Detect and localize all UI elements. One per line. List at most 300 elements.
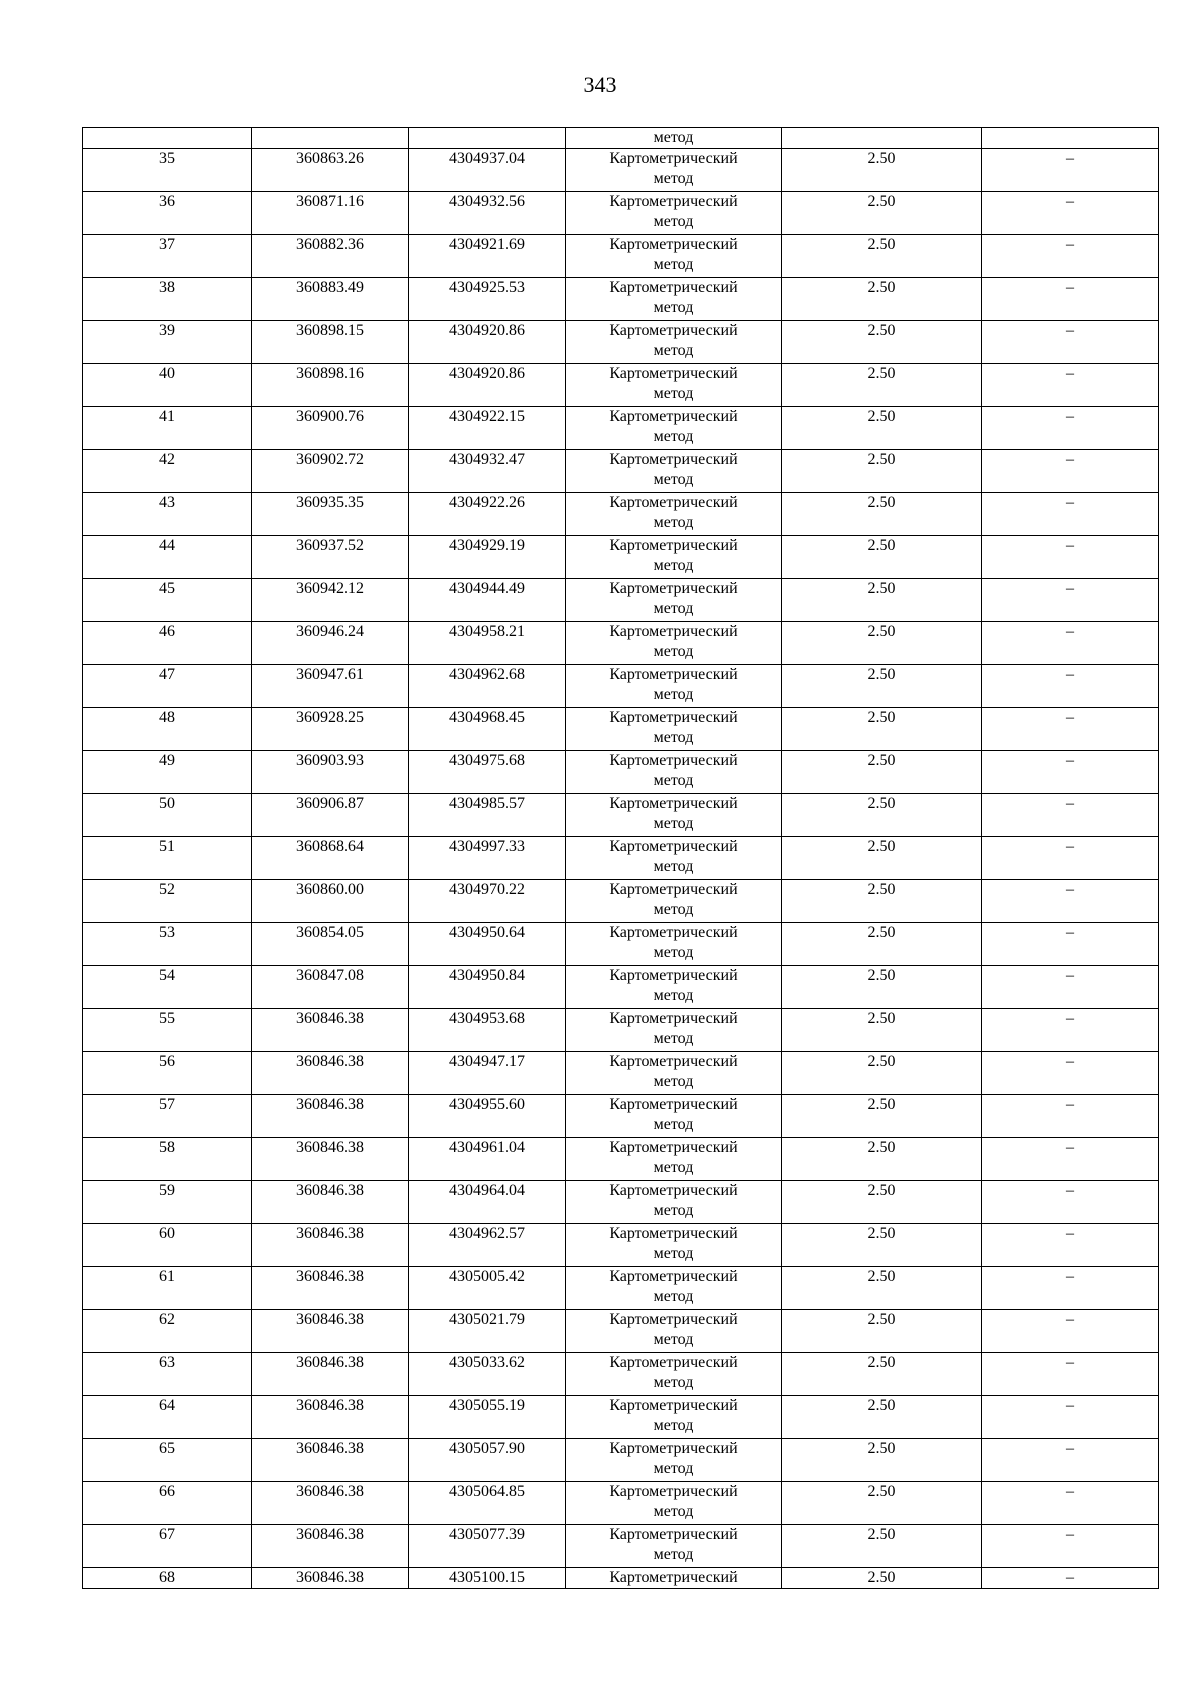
cell-accuracy: 2.50 bbox=[782, 235, 982, 278]
cell-x: 360860.00 bbox=[252, 880, 409, 923]
cell-accuracy: 2.50 bbox=[782, 1568, 982, 1589]
cell-num: 43 bbox=[83, 493, 252, 536]
method-line-1: Картометрический bbox=[609, 1526, 738, 1543]
cell-num: 58 bbox=[83, 1138, 252, 1181]
cell-num: 57 bbox=[83, 1095, 252, 1138]
method-line-2: метод bbox=[653, 1417, 694, 1434]
cell-accuracy: 2.50 bbox=[782, 1224, 982, 1267]
table-row bbox=[83, 966, 1159, 1009]
cell-x: 360846.38 bbox=[252, 1009, 409, 1052]
cell-x: 360946.24 bbox=[252, 622, 409, 665]
cell-method bbox=[566, 278, 782, 321]
method-line-2: метод bbox=[653, 1331, 694, 1348]
cell-y: 4305077.39 bbox=[409, 1525, 566, 1568]
method-line-1: Картометрический bbox=[609, 752, 738, 769]
method-line-1: Картометрический bbox=[609, 322, 738, 339]
cell-x: 360854.05 bbox=[252, 923, 409, 966]
cell-y: 4304944.49 bbox=[409, 579, 566, 622]
cell-method bbox=[566, 837, 782, 880]
cell-num: 61 bbox=[83, 1267, 252, 1310]
cell-x: 360846.38 bbox=[252, 1439, 409, 1482]
cell-x: 360883.49 bbox=[252, 278, 409, 321]
cell-note: – bbox=[982, 1439, 1159, 1482]
cell-x bbox=[252, 128, 409, 149]
table-row-continued bbox=[83, 128, 1159, 149]
table-row bbox=[83, 880, 1159, 923]
method-line-2: метод bbox=[653, 299, 694, 316]
cell-y: 4304955.60 bbox=[409, 1095, 566, 1138]
cell-accuracy: 2.50 bbox=[782, 1267, 982, 1310]
cell-x: 360847.08 bbox=[252, 966, 409, 1009]
table-row bbox=[83, 1482, 1159, 1525]
method-line-2: метод bbox=[653, 1245, 694, 1262]
table-row bbox=[83, 1353, 1159, 1396]
cell-y: 4304950.84 bbox=[409, 966, 566, 1009]
table-row bbox=[83, 278, 1159, 321]
cell-x: 360898.16 bbox=[252, 364, 409, 407]
cell-accuracy: 2.50 bbox=[782, 278, 982, 321]
cell-method bbox=[566, 966, 782, 1009]
cell-x: 360906.87 bbox=[252, 794, 409, 837]
cell-method bbox=[566, 880, 782, 923]
method-line-2: метод bbox=[653, 815, 694, 832]
method-line-1: Картометрический bbox=[609, 838, 738, 855]
method-line-1: Картометрический bbox=[609, 1311, 738, 1328]
cell-note: – bbox=[982, 1095, 1159, 1138]
cell-y: 4304932.56 bbox=[409, 192, 566, 235]
cell-x: 360846.38 bbox=[252, 1310, 409, 1353]
cell-accuracy: 2.50 bbox=[782, 923, 982, 966]
cell-x: 360947.61 bbox=[252, 665, 409, 708]
cell-note: – bbox=[982, 966, 1159, 1009]
cell-method bbox=[566, 1439, 782, 1482]
cell-note: – bbox=[982, 1568, 1159, 1589]
table-row-last bbox=[83, 1568, 1159, 1589]
cell-num: 41 bbox=[83, 407, 252, 450]
cell-x: 360935.35 bbox=[252, 493, 409, 536]
cell-num: 63 bbox=[83, 1353, 252, 1396]
cell-method bbox=[566, 364, 782, 407]
method-line-2: метод bbox=[653, 600, 694, 617]
method-line-2: метод bbox=[653, 1460, 694, 1477]
method-line-2: метод bbox=[653, 1159, 694, 1176]
cell-accuracy: 2.50 bbox=[782, 1138, 982, 1181]
method-line-1: Картометрический bbox=[609, 279, 738, 296]
cell-accuracy: 2.50 bbox=[782, 1310, 982, 1353]
cell-num: 48 bbox=[83, 708, 252, 751]
cell-note: – bbox=[982, 1181, 1159, 1224]
cell-x: 360846.38 bbox=[252, 1353, 409, 1396]
cell-y: 4304920.86 bbox=[409, 364, 566, 407]
method-line-2: метод bbox=[653, 170, 694, 187]
cell-num: 49 bbox=[83, 751, 252, 794]
cell-accuracy: 2.50 bbox=[782, 966, 982, 1009]
cell-note bbox=[982, 128, 1159, 149]
method-line-2: метод bbox=[653, 385, 694, 402]
cell-x: 360846.38 bbox=[252, 1568, 409, 1589]
method-line-1: Картометрический bbox=[609, 451, 738, 468]
cell-accuracy: 2.50 bbox=[782, 1439, 982, 1482]
cell-x: 360846.38 bbox=[252, 1525, 409, 1568]
method-line-2: метод bbox=[653, 1073, 694, 1090]
cell-note: – bbox=[982, 622, 1159, 665]
cell-accuracy: 2.50 bbox=[782, 837, 982, 880]
table-row bbox=[83, 923, 1159, 966]
cell-y: 4304962.68 bbox=[409, 665, 566, 708]
cell-x: 360898.15 bbox=[252, 321, 409, 364]
cell-num: 44 bbox=[83, 536, 252, 579]
cell-accuracy: 2.50 bbox=[782, 192, 982, 235]
cell-num: 62 bbox=[83, 1310, 252, 1353]
method-line-1: Картометрический bbox=[609, 1139, 738, 1156]
cell-y: 4304920.86 bbox=[409, 321, 566, 364]
cell-accuracy: 2.50 bbox=[782, 1052, 982, 1095]
cell-x: 360846.38 bbox=[252, 1181, 409, 1224]
cell-num: 60 bbox=[83, 1224, 252, 1267]
cell-y: 4304962.57 bbox=[409, 1224, 566, 1267]
cell-num: 53 bbox=[83, 923, 252, 966]
table-row bbox=[83, 192, 1159, 235]
cell-note: – bbox=[982, 1310, 1159, 1353]
cell-accuracy: 2.50 bbox=[782, 708, 982, 751]
cell-note: – bbox=[982, 923, 1159, 966]
method-line-2: метод bbox=[653, 213, 694, 230]
cell-method bbox=[566, 1009, 782, 1052]
table-row bbox=[83, 579, 1159, 622]
table-row bbox=[83, 665, 1159, 708]
cell-accuracy: 2.50 bbox=[782, 794, 982, 837]
method-line-2: метод bbox=[653, 1202, 694, 1219]
cell-y: 4304922.15 bbox=[409, 407, 566, 450]
cell-note: – bbox=[982, 1482, 1159, 1525]
cell-x: 360846.38 bbox=[252, 1267, 409, 1310]
method-line-1: Картометрический bbox=[609, 666, 738, 683]
cell-note: – bbox=[982, 235, 1159, 278]
cell-accuracy: 2.50 bbox=[782, 1353, 982, 1396]
table-row bbox=[83, 1095, 1159, 1138]
table-row bbox=[83, 235, 1159, 278]
cell-method bbox=[566, 1482, 782, 1525]
cell-method bbox=[566, 407, 782, 450]
cell-num: 40 bbox=[83, 364, 252, 407]
cell-num: 52 bbox=[83, 880, 252, 923]
cell-accuracy: 2.50 bbox=[782, 622, 982, 665]
table-row bbox=[83, 622, 1159, 665]
method-line-1: Картометрический bbox=[609, 881, 738, 898]
method-line-2: метод bbox=[653, 1116, 694, 1133]
cell-note: – bbox=[982, 1353, 1159, 1396]
cell-method bbox=[566, 192, 782, 235]
cell-x: 360900.76 bbox=[252, 407, 409, 450]
cell-method bbox=[566, 1052, 782, 1095]
cell-y: 4305021.79 bbox=[409, 1310, 566, 1353]
method-line-1: Картометрический bbox=[609, 580, 738, 597]
method-line-1: Картометрический bbox=[609, 365, 738, 382]
table-row bbox=[83, 837, 1159, 880]
cell-y: 4305100.15 bbox=[409, 1568, 566, 1589]
cell-method bbox=[566, 450, 782, 493]
cell-x: 360942.12 bbox=[252, 579, 409, 622]
table-row bbox=[83, 536, 1159, 579]
cell-y: 4305033.62 bbox=[409, 1353, 566, 1396]
table-row bbox=[83, 1138, 1159, 1181]
method-line-2: метод bbox=[653, 256, 694, 273]
cell-note: – bbox=[982, 1138, 1159, 1181]
method-line-1: Картометрический bbox=[609, 1096, 738, 1113]
cell-method bbox=[566, 1310, 782, 1353]
cell-method: Картометрический bbox=[566, 1568, 782, 1589]
cell-x: 360846.38 bbox=[252, 1138, 409, 1181]
cell-note: – bbox=[982, 1052, 1159, 1095]
cell-x: 360846.38 bbox=[252, 1095, 409, 1138]
cell-x: 360903.93 bbox=[252, 751, 409, 794]
cell-accuracy: 2.50 bbox=[782, 880, 982, 923]
page-number: 343 bbox=[583, 72, 617, 97]
cell-num: 39 bbox=[83, 321, 252, 364]
cell-method bbox=[566, 1181, 782, 1224]
method-line-2: метод bbox=[653, 944, 694, 961]
cell-y: 4304968.45 bbox=[409, 708, 566, 751]
cell-accuracy: 2.50 bbox=[782, 751, 982, 794]
table-row bbox=[83, 751, 1159, 794]
cell-num: 37 bbox=[83, 235, 252, 278]
cell-method bbox=[566, 1396, 782, 1439]
cell-num: 42 bbox=[83, 450, 252, 493]
cell-y: 4304921.69 bbox=[409, 235, 566, 278]
cell-note: – bbox=[982, 192, 1159, 235]
cell-note: – bbox=[982, 880, 1159, 923]
cell-note: – bbox=[982, 364, 1159, 407]
cell-note: – bbox=[982, 536, 1159, 579]
cell-note: – bbox=[982, 493, 1159, 536]
cell-method bbox=[566, 493, 782, 536]
method-line-2: метод bbox=[653, 1288, 694, 1305]
cell-note: – bbox=[982, 1009, 1159, 1052]
cell-accuracy: 2.50 bbox=[782, 1396, 982, 1439]
cell-method bbox=[566, 1267, 782, 1310]
cell-note: – bbox=[982, 751, 1159, 794]
cell-accuracy: 2.50 bbox=[782, 1181, 982, 1224]
cell-method bbox=[566, 1224, 782, 1267]
table-row bbox=[83, 149, 1159, 192]
cell-method bbox=[566, 622, 782, 665]
cell-num: 64 bbox=[83, 1396, 252, 1439]
cell-accuracy: 2.50 bbox=[782, 321, 982, 364]
cell-note: – bbox=[982, 665, 1159, 708]
method-line-2: метод bbox=[653, 1503, 694, 1520]
cell-y: 4304950.64 bbox=[409, 923, 566, 966]
method-line-2: метод bbox=[653, 428, 694, 445]
cell-x: 360846.38 bbox=[252, 1224, 409, 1267]
cell-method bbox=[566, 149, 782, 192]
table-row bbox=[83, 450, 1159, 493]
table-row bbox=[83, 1224, 1159, 1267]
cell-accuracy: 2.50 bbox=[782, 536, 982, 579]
cell-accuracy: 2.50 bbox=[782, 364, 982, 407]
cell-note: – bbox=[982, 1224, 1159, 1267]
method-line-2: метод bbox=[653, 987, 694, 1004]
cell-method bbox=[566, 665, 782, 708]
cell-method bbox=[566, 235, 782, 278]
cell-x: 360882.36 bbox=[252, 235, 409, 278]
method-line-1: Картометрический bbox=[609, 967, 738, 984]
method-line-2: метод bbox=[653, 901, 694, 918]
cell-num: 68 bbox=[83, 1568, 252, 1589]
cell-num: 46 bbox=[83, 622, 252, 665]
cell-num: 50 bbox=[83, 794, 252, 837]
cell-y: 4304922.26 bbox=[409, 493, 566, 536]
cell-y: 4304929.19 bbox=[409, 536, 566, 579]
method-line-1: Картометрический bbox=[609, 236, 738, 253]
method-line-2: метод bbox=[653, 772, 694, 789]
method-line-1: Картометрический bbox=[609, 1053, 738, 1070]
cell-method bbox=[566, 1353, 782, 1396]
cell-x: 360846.38 bbox=[252, 1482, 409, 1525]
cell-note: – bbox=[982, 407, 1159, 450]
cell-accuracy: 2.50 bbox=[782, 1095, 982, 1138]
cell-num: 54 bbox=[83, 966, 252, 1009]
cell-method bbox=[566, 708, 782, 751]
method-line-2: метод bbox=[653, 1374, 694, 1391]
method-line-1: Картометрический bbox=[609, 1397, 738, 1414]
cell-num: 38 bbox=[83, 278, 252, 321]
table-row bbox=[83, 1052, 1159, 1095]
cell-note: – bbox=[982, 1525, 1159, 1568]
cell-accuracy: 2.50 bbox=[782, 665, 982, 708]
cell-accuracy: 2.50 bbox=[782, 493, 982, 536]
cell-y: 4304964.04 bbox=[409, 1181, 566, 1224]
table-row bbox=[83, 364, 1159, 407]
cell-num: 45 bbox=[83, 579, 252, 622]
cell-x: 360846.38 bbox=[252, 1396, 409, 1439]
method-line-1: Картометрический bbox=[609, 1268, 738, 1285]
cell-accuracy: 2.50 bbox=[782, 450, 982, 493]
cell-accuracy bbox=[782, 128, 982, 149]
method-line-1: Картометрический bbox=[609, 795, 738, 812]
cell-note: – bbox=[982, 579, 1159, 622]
cell-y: 4304961.04 bbox=[409, 1138, 566, 1181]
method-line-2: метод bbox=[653, 729, 694, 746]
method-line-1: Картометрический bbox=[609, 623, 738, 640]
method-line-1: Картометрический bbox=[609, 1483, 738, 1500]
cell-accuracy: 2.50 bbox=[782, 1009, 982, 1052]
cell-note: – bbox=[982, 149, 1159, 192]
cell-y: 4304958.21 bbox=[409, 622, 566, 665]
cell-num: 65 bbox=[83, 1439, 252, 1482]
cell-num: 51 bbox=[83, 837, 252, 880]
cell-y: 4305064.85 bbox=[409, 1482, 566, 1525]
cell-note: – bbox=[982, 450, 1159, 493]
table-row bbox=[83, 708, 1159, 751]
cell-accuracy: 2.50 bbox=[782, 407, 982, 450]
cell-method bbox=[566, 1525, 782, 1568]
cell-num: 67 bbox=[83, 1525, 252, 1568]
cell-x: 360937.52 bbox=[252, 536, 409, 579]
cell-method bbox=[566, 923, 782, 966]
cell-y: 4305057.90 bbox=[409, 1439, 566, 1482]
method-line-1: Картометрический bbox=[609, 408, 738, 425]
table-row bbox=[83, 1525, 1159, 1568]
cell-num: 36 bbox=[83, 192, 252, 235]
method-line-2: метод bbox=[653, 643, 694, 660]
method-line-2: метод bbox=[653, 514, 694, 531]
method-line-2: метод bbox=[653, 1030, 694, 1047]
cell-method bbox=[566, 536, 782, 579]
cell-method bbox=[566, 1138, 782, 1181]
method-line-2: метод bbox=[653, 557, 694, 574]
cell-method bbox=[566, 321, 782, 364]
method-line-1: Картометрический bbox=[609, 193, 738, 210]
method-line-1: Картометрический bbox=[609, 1010, 738, 1027]
method-line-2: метод bbox=[653, 858, 694, 875]
table-row bbox=[83, 1009, 1159, 1052]
table-row bbox=[83, 1396, 1159, 1439]
cell-y: 4304970.22 bbox=[409, 880, 566, 923]
cell-y: 4304985.57 bbox=[409, 794, 566, 837]
method-line-1: Картометрический bbox=[609, 1354, 738, 1371]
method-line-1: Картометрический bbox=[609, 494, 738, 511]
method-line-2: метод bbox=[653, 471, 694, 488]
cell-note: – bbox=[982, 278, 1159, 321]
cell-x: 360871.16 bbox=[252, 192, 409, 235]
cell-y bbox=[409, 128, 566, 149]
cell-y: 4304925.53 bbox=[409, 278, 566, 321]
method-line-2: метод bbox=[653, 686, 694, 703]
cell-note: – bbox=[982, 321, 1159, 364]
cell-method: метод bbox=[566, 128, 782, 149]
cell-y: 4304975.68 bbox=[409, 751, 566, 794]
method-line-1: Картометрический bbox=[609, 709, 738, 726]
cell-y: 4304997.33 bbox=[409, 837, 566, 880]
table-row bbox=[83, 407, 1159, 450]
cell-num: 55 bbox=[83, 1009, 252, 1052]
cell-note: – bbox=[982, 794, 1159, 837]
method-line-2: метод bbox=[653, 1546, 694, 1563]
cell-note: – bbox=[982, 837, 1159, 880]
cell-note: – bbox=[982, 1267, 1159, 1310]
cell-x: 360928.25 bbox=[252, 708, 409, 751]
cell-y: 4305005.42 bbox=[409, 1267, 566, 1310]
table-row bbox=[83, 1181, 1159, 1224]
cell-method bbox=[566, 1095, 782, 1138]
table-row bbox=[83, 794, 1159, 837]
method-line-2: метод bbox=[653, 342, 694, 359]
cell-accuracy: 2.50 bbox=[782, 579, 982, 622]
cell-num: 56 bbox=[83, 1052, 252, 1095]
cell-x: 360863.26 bbox=[252, 149, 409, 192]
method-line-1: Картометрический bbox=[609, 537, 738, 554]
table-row bbox=[83, 1310, 1159, 1353]
table-row bbox=[83, 1267, 1159, 1310]
cell-note: – bbox=[982, 708, 1159, 751]
cell-accuracy: 2.50 bbox=[782, 1525, 982, 1568]
cell-x: 360846.38 bbox=[252, 1052, 409, 1095]
cell-num: 59 bbox=[83, 1181, 252, 1224]
cell-y: 4304953.68 bbox=[409, 1009, 566, 1052]
cell-num bbox=[83, 128, 252, 149]
method-line-1: Картометрический bbox=[609, 924, 738, 941]
table-body bbox=[83, 128, 1159, 1589]
cell-accuracy: 2.50 bbox=[782, 149, 982, 192]
table-row bbox=[83, 1439, 1159, 1482]
method-line-1: Картометрический bbox=[609, 150, 738, 167]
table-row bbox=[83, 493, 1159, 536]
cell-method bbox=[566, 751, 782, 794]
cell-y: 4304932.47 bbox=[409, 450, 566, 493]
table-row bbox=[83, 321, 1159, 364]
cell-num: 66 bbox=[83, 1482, 252, 1525]
method-line-1: Картометрический bbox=[609, 1225, 738, 1242]
